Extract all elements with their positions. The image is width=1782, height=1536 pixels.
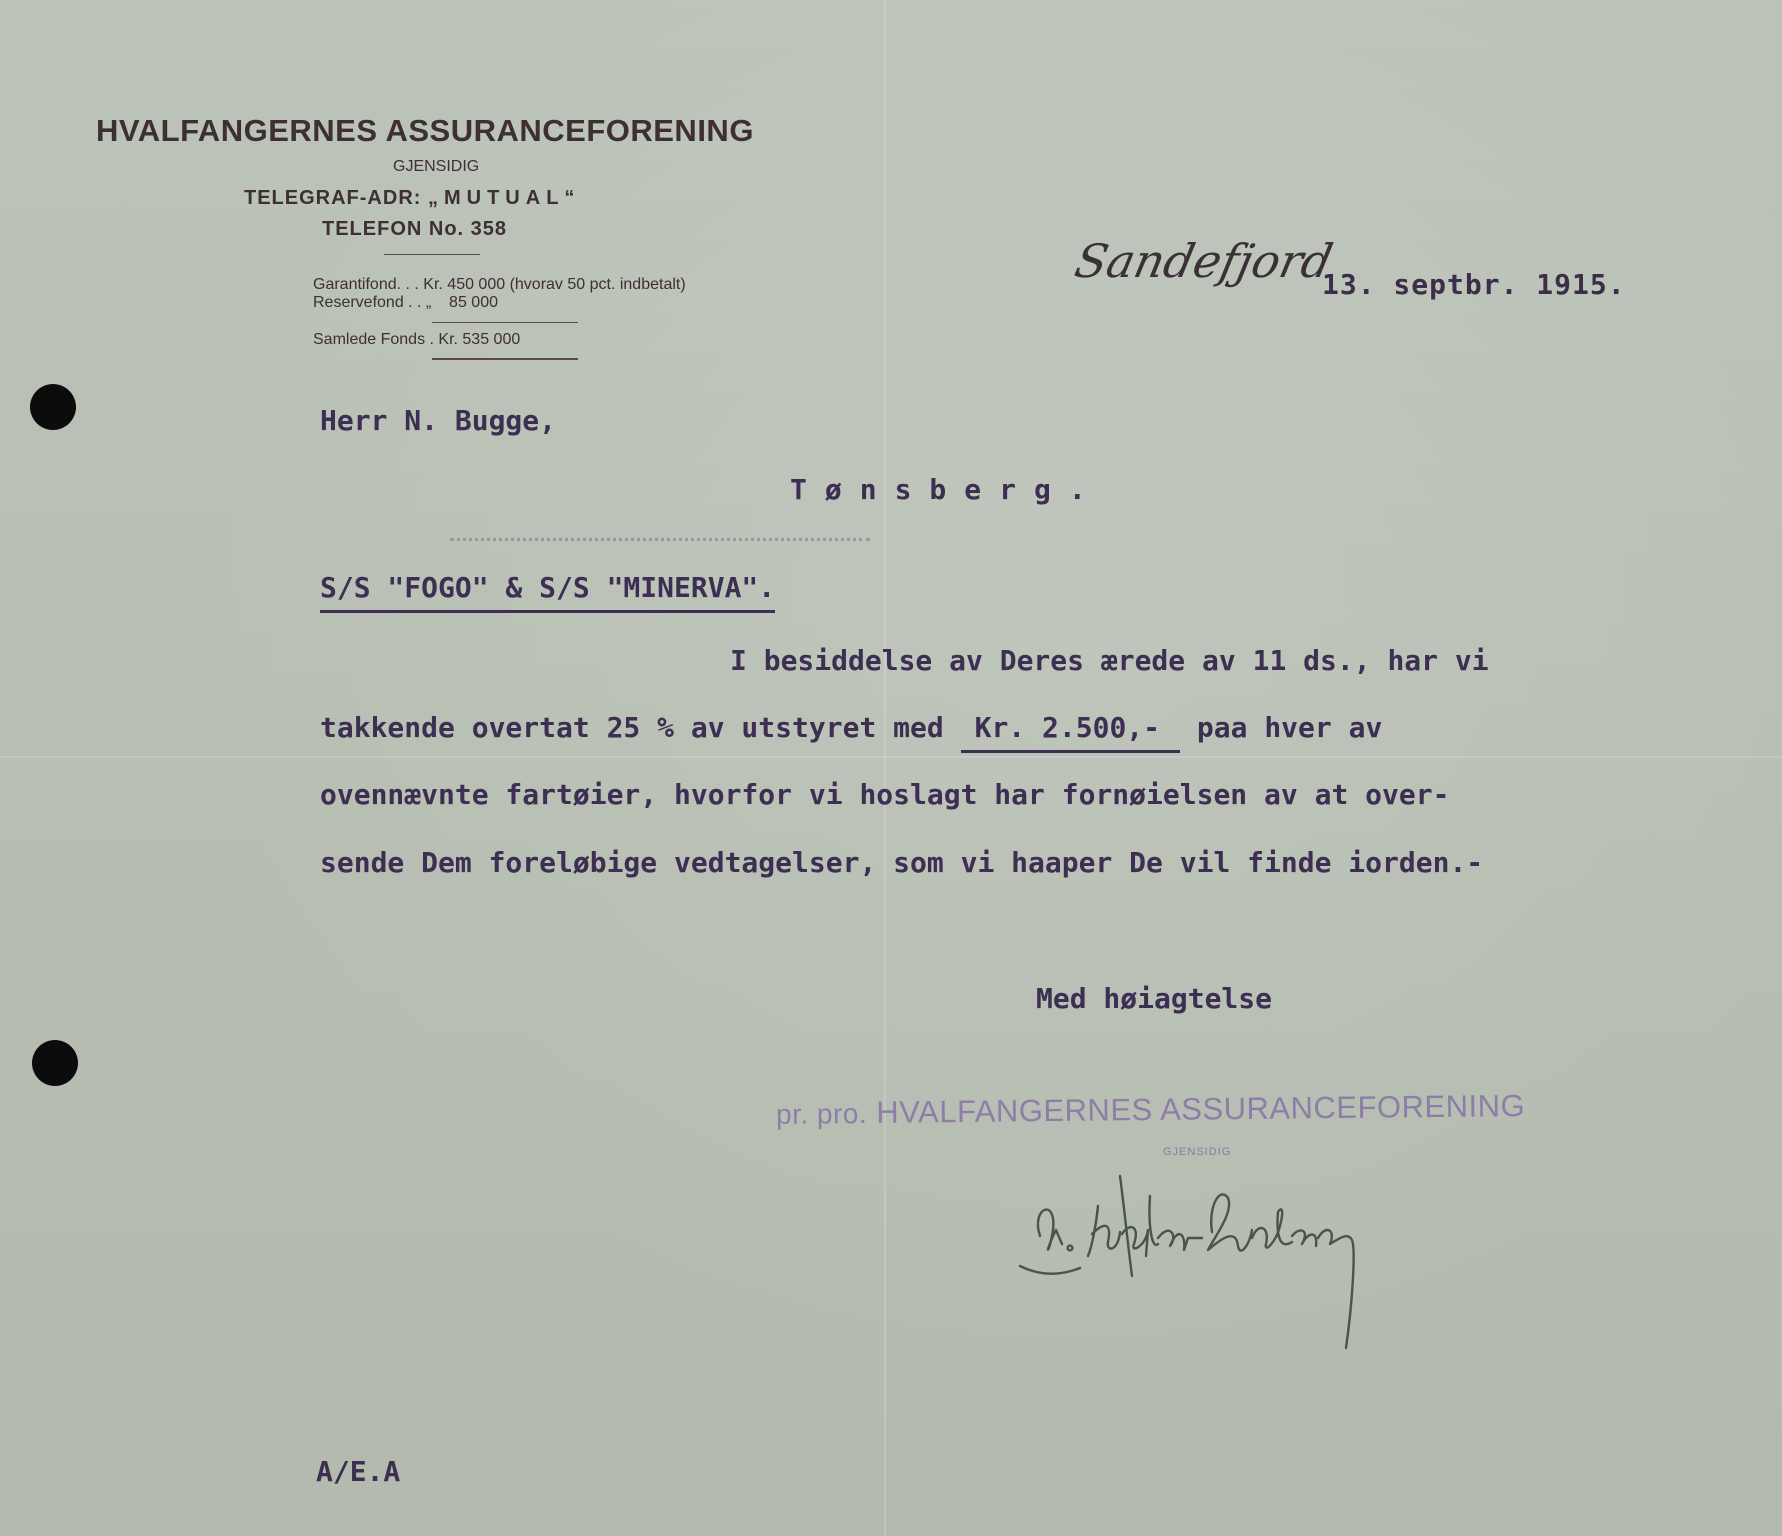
telegraph-prefix: TELEGRAF-ADR:	[244, 187, 428, 209]
fund-reserve: Reservefond . . „ 85 000	[313, 294, 498, 311]
punch-hole-top	[30, 384, 76, 430]
punch-hole-bottom	[32, 1040, 78, 1086]
body-line-3: ovennævnte fartøier, hvorfor vi hoslagt har fornøielsen av at over-	[320, 778, 1450, 811]
body-line-2-end: paa hver av	[1196, 711, 1383, 744]
fund-garanti: Garantifond. . . Kr. 450 000 (hvorav 50 pct. indbetalt)	[313, 276, 686, 293]
fund-total-rule	[432, 358, 578, 360]
letterhead-telegraph	[244, 187, 580, 210]
date-text: 13. septbr. 1915.	[1322, 268, 1626, 301]
date-place: Sandefjord	[1070, 234, 1338, 288]
stamp-prefix: pr. pro.	[775, 1097, 868, 1130]
telegraph-name: „MUTUAL“	[427, 187, 581, 209]
amount-underlined: Kr. 2.500,-	[961, 711, 1180, 753]
letterhead-telephone: TELEFON No. 358	[322, 218, 508, 240]
letterhead-rule	[384, 254, 480, 255]
body-line-2	[320, 711, 1382, 744]
closing: Med høiagtelse	[1036, 982, 1273, 1015]
dotted-separator	[450, 538, 870, 541]
subject-line: S/S "FOGO" & S/S "MINERVA".	[320, 571, 775, 613]
letterhead-company: HVALFANGERNES ASSURANCEFORENING	[96, 113, 754, 148]
stamp-subtitle: GJENSIDIG	[1163, 1146, 1232, 1158]
fund-total: Samlede Fonds . Kr. 535 000	[313, 331, 521, 348]
recipient-city: Tønsberg.	[790, 473, 1104, 506]
fold-line-vertical	[884, 0, 886, 1536]
typist-initials: A/E.A	[316, 1455, 401, 1488]
body-line-4: sende Dem foreløbige vedtagelser, som vi haaper De vil finde iorden.-	[320, 846, 1484, 879]
fund-sum-rule	[432, 322, 578, 323]
stamp-name: HVALFANGERNES ASSURANCEFORENING	[876, 1088, 1526, 1130]
body-line-1: I besiddelse av Deres ærede av 11 ds., har vi	[730, 644, 1489, 677]
letterhead-subtitle: GJENSIDIG	[393, 158, 480, 175]
handwritten-signature	[1000, 1126, 1440, 1356]
fold-line-horizontal	[0, 756, 1782, 758]
body-line-2-start: takkende overtat 25 % av utstyret med	[320, 711, 944, 744]
recipient-name: Herr N. Bugge,	[320, 404, 557, 437]
